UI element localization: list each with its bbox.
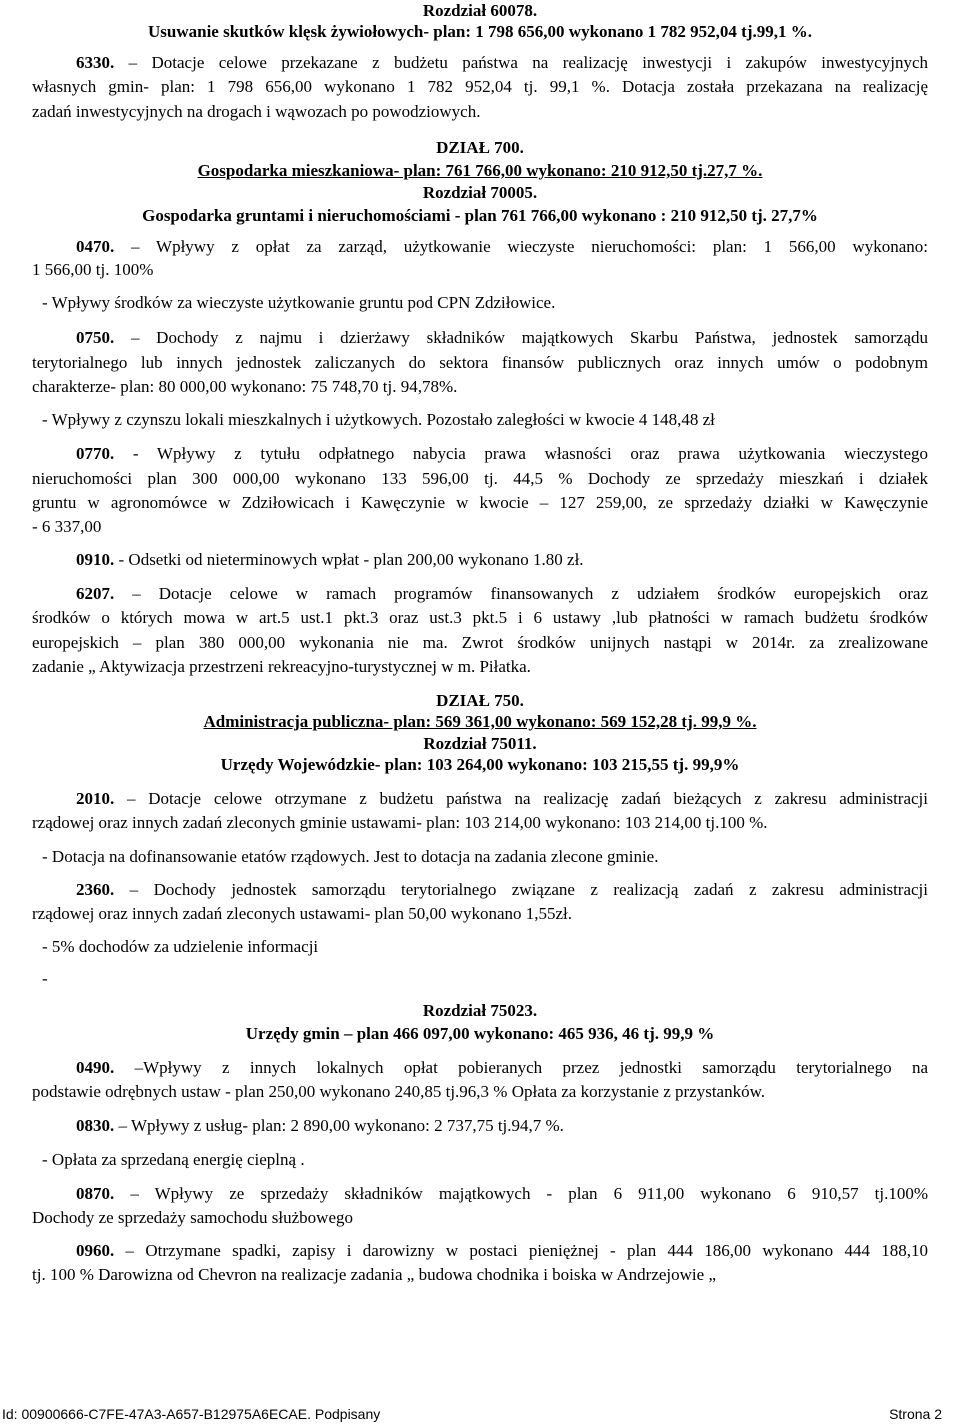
section-title: Urzędy gmin – plan 466 097,00 wykonano: 465 936, 46 tj. 99,9 % [245, 1024, 715, 1043]
section-title: Usuwanie skutków klęsk żywiołowych- plan: 1 798 656,00 wykonano 1 782 952,04 tj.99,1 %. [147, 22, 813, 41]
paragraph-text: – Otrzymane spadki, zapisy i darowizny w postaci pieniężnej - plan 444 186,00 wykonano 444 188,10 [114, 1241, 928, 1260]
paragraph-code: 0870. [76, 1184, 115, 1203]
paragraph-code: 6330. [76, 53, 115, 72]
paragraph-line: nieruchomości plan 300 000,00 wykonano 133 596,00 tj. 44,5 % Dochody ze sprzedaży mieszkań i działek [32, 469, 928, 488]
paragraph-code: 2360. [76, 880, 115, 899]
paragraph-line: europejskich – plan 380 000,00 wykonania nie ma. Zwrot środków unijnych nastąpi w 2014r. za zrealizowane [32, 633, 928, 652]
paragraph-line: - Dotacja na dofinansowanie etatów rządowych. Jest to dotacja na zadania zlecone gminie. [42, 847, 659, 866]
paragraph-code: 6207. [76, 584, 115, 603]
paragraph-code: 0750. [76, 328, 115, 347]
paragraph-line: własnych gmin- plan: 1 798 656,00 wykonano 1 782 952,04 tj. 99,1 %. Dotacja została przekazana na realizację [32, 77, 928, 96]
paragraph-line [76, 443, 928, 465]
paragraph-line [76, 583, 928, 605]
paragraph-line: Dochody ze sprzedaży samochodu służbowego [32, 1208, 354, 1227]
paragraph-line: tj. 100 % Darowizna od Chevron na realizacje zadania „ budowa chodnika i boiska w Andrzejowie „ [32, 1265, 717, 1284]
section-heading: Rozdział 75023. [422, 1001, 538, 1020]
paragraph-text: - Odsetki od nieterminowych wpłat - plan 200,00 wykonano 1.80 zł. [114, 550, 584, 569]
paragraph-line: rządowej oraz innych zadań zleconych gminie ustawami- plan: 103 214,00 wykonano: 103 214,00 tj.100 %. [32, 813, 768, 832]
paragraph-line: terytorialnego lub innych jednostek zaliczanych do sektora finansów publicznych oraz innych umów o podobnym [32, 353, 928, 372]
paragraph-text: – Dochody z najmu i dzierżawy składników majątkowych Skarbu Państwa, jednostek samorządu [114, 328, 928, 347]
paragraph-line [76, 52, 928, 74]
paragraph-line [76, 1057, 928, 1079]
section-heading: Rozdział 60078. [422, 1, 538, 20]
paragraph-text: – Wpływy z usług- plan: 2 890,00 wykonano: 2 737,75 tj.94,7 %. [114, 1116, 564, 1135]
paragraph-text: – Dotacje celowe przekazane z budżetu państwa na realizację inwestycji i zakupów inwestycyjnych [114, 53, 928, 72]
paragraph-line [76, 549, 928, 571]
paragraph-line [76, 1240, 928, 1262]
paragraph-line [76, 788, 928, 810]
section-title: Administracja publiczna- plan: 569 361,00 wykonano: 569 152,28 tj. 99,9 %. [203, 712, 757, 731]
section-heading: DZIAŁ 750. [436, 691, 524, 710]
paragraph-line: - 5% dochodów za udzielenie informacji [42, 937, 319, 956]
paragraph-line [76, 1183, 928, 1205]
paragraph-text: – Wpływy ze sprzedaży składników majątkowych - plan 6 911,00 wykonano 6 910,57 tj.100% [114, 1184, 928, 1203]
paragraph-code: 0490. [76, 1058, 115, 1077]
section-heading: Rozdział 70005. [422, 183, 538, 202]
paragraph-line: - [42, 969, 48, 988]
paragraph-text: - Wpływy z tytułu odpłatnego nabycia prawa własności oraz prawa użytkowania wieczystego [114, 444, 928, 463]
paragraph-text: – Wpływy z opłat za zarząd, użytkowanie wieczyste nieruchomości: plan: 1 566,00 wykonano: [114, 237, 928, 256]
section-heading: DZIAŁ 700. [436, 138, 524, 157]
paragraph-code: 0830. [76, 1116, 115, 1135]
paragraph-line: - 6 337,00 [32, 517, 102, 536]
page-number: Strona 2 [889, 1406, 942, 1422]
paragraph-text: – Dochody jednostek samorządu terytorialnego związane z realizacją zadań z zakresu administracji [114, 880, 928, 899]
section-title: Gospodarka gruntami i nieruchomościami - plan 761 766,00 wykonano : 210 912,50 tj. 27,7% [142, 206, 818, 225]
document-id: Id: 00900666-C7FE-47A3-A657-B12975A6ECAE. Podpisany [2, 1406, 381, 1422]
paragraph-code: 0910. [76, 550, 115, 569]
paragraph-line [76, 327, 928, 349]
paragraph-line: zadanie „ Aktywizacja przestrzeni rekreacyjno-turystycznej w m. Piłatka. [32, 657, 531, 676]
paragraph-text: – Dotacje celowe otrzymane z budżetu państwa na realizację zadań bieżących z zakresu administracji [114, 789, 928, 808]
paragraph-line [76, 236, 928, 258]
paragraph-line: środków o których mowa w art.5 ust.1 pkt.3 oraz ust.3 pkt.5 i 6 ustawy ,lub płatności w ramach budżetu środków [32, 608, 928, 627]
paragraph-line: charakterze- plan: 80 000,00 wykonano: 75 748,70 tj. 94,78%. [32, 377, 458, 396]
section-title: Gospodarka mieszkaniowa- plan: 761 766,00 wykonano: 210 912,50 tj.27,7 %. [197, 161, 763, 180]
paragraph-line: - Wpływy z czynszu lokali mieszkalnych i użytkowych. Pozostało zaległości w kwocie 4 148,48 zł [42, 410, 715, 429]
paragraph-line: - Wpływy środków za wieczyste użytkowanie gruntu pod CPN Zdziłowice. [42, 293, 556, 312]
paragraph-line: - Opłata za sprzedaną energię cieplną . [42, 1150, 305, 1169]
section-title: Urzędy Wojewódzkie- plan: 103 264,00 wykonano: 103 215,55 tj. 99,9% [220, 755, 740, 774]
paragraph-line [76, 1115, 928, 1137]
paragraph-line: gruntu w agronomówce w Zdziłowicach i Kawęczynie w kwocie – 127 259,00, ze sprzedaży działki w Kawęczynie [32, 493, 928, 512]
paragraph-text: – Dotacje celowe w ramach programów finansowanych z udziałem środków europejskich oraz [114, 584, 928, 603]
paragraph-line: 1 566,00 tj. 100% [32, 260, 154, 279]
paragraph-code: 2010. [76, 789, 115, 808]
paragraph-code: 0770. [76, 444, 115, 463]
paragraph-code: 0960. [76, 1241, 115, 1260]
paragraph-line: rządowej oraz innych zadań zleconych ustawami- plan 50,00 wykonano 1,55zł. [32, 904, 573, 923]
paragraph-line [76, 879, 928, 901]
paragraph-code: 0470. [76, 237, 115, 256]
paragraph-line: zadań inwestycyjnych na drogach i wąwozach po powodziowych. [32, 102, 481, 121]
section-heading: Rozdział 75011. [423, 734, 537, 753]
paragraph-text: –Wpływy z innych lokalnych opłat pobieranych przez jednostki samorządu terytorialnego na [114, 1058, 928, 1077]
paragraph-line: podstawie odrębnych ustaw - plan 250,00 wykonano 240,85 tj.96,3 % Opłata za korzystanie z przystanków. [32, 1082, 766, 1101]
